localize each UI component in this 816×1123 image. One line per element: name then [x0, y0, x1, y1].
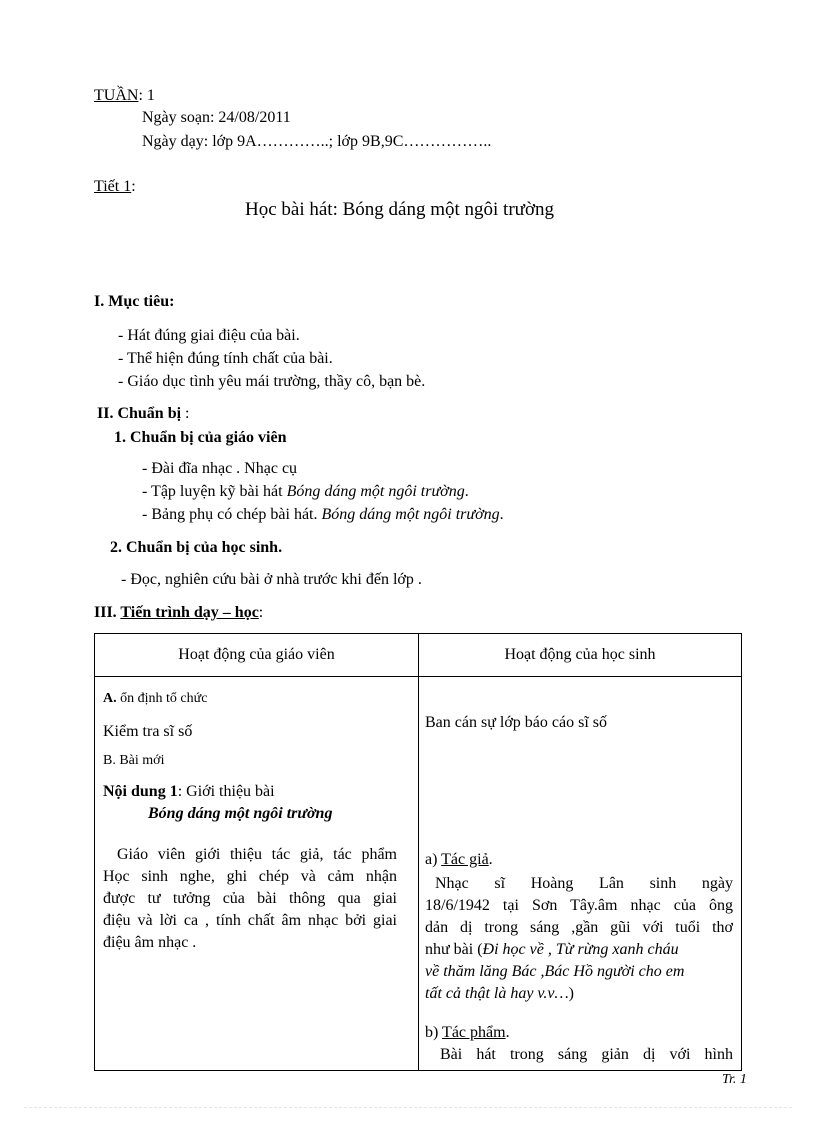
- content-label: Nội dung 1: [103, 783, 178, 800]
- content-text: : Giới thiệu bài: [177, 783, 275, 800]
- organize-step: [103, 691, 207, 708]
- lesson-title: Học bài hát: Bóng dáng một ngôi trường: [245, 199, 555, 220]
- column-header-teacher: Hoạt động của giáo viên: [178, 646, 335, 664]
- week-value: : 1: [138, 87, 155, 104]
- teacher-prep-item-text: - Bảng phụ có chép bài hát.: [142, 506, 322, 523]
- process-heading: [94, 603, 263, 622]
- process-heading-suffix: :: [258, 604, 264, 621]
- organize-step-label: A.: [103, 691, 117, 706]
- work-label: Tác phẩm: [442, 1024, 506, 1041]
- process-heading-text: Tiến trình dạy – học: [120, 604, 259, 621]
- teacher-prep-item: [142, 505, 504, 524]
- attendance-check: Kiểm tra sĩ số: [103, 723, 193, 740]
- author-bio-line: 18/6/1942 tại Sơn Tây.âm nhạc của ông: [425, 897, 733, 914]
- teacher-intro-line: được tư tưởng của bài thông qua giai: [103, 890, 397, 907]
- work-description-line: Bài hát trong sáng giản dị với hình: [440, 1046, 733, 1063]
- teacher-prep-item-song: Bóng dáng một ngôi trường: [286, 483, 465, 500]
- teacher-intro-line: điệu âm nhạc .: [103, 934, 197, 951]
- preparation-heading-suffix: :: [181, 405, 190, 422]
- column-divider: [418, 634, 419, 1070]
- author-bio-line: Nhạc sĩ Hoàng Lân sinh ngày: [435, 875, 733, 892]
- work-heading: b) Tác phẩm.: [425, 1024, 510, 1041]
- class-report: Ban cán sự lớp báo cáo sĩ số: [425, 714, 607, 731]
- period-suffix: :: [131, 178, 136, 195]
- content-heading: [103, 782, 275, 801]
- process-heading-prefix: III.: [94, 604, 121, 621]
- teacher-prep-item-tail: .: [464, 483, 469, 500]
- teacher-prep-item-text: - Tập luyện kỹ bài hát: [142, 483, 287, 500]
- teacher-intro-line: điệu và lời ca , tính chất âm nhạc bởi giai: [103, 912, 397, 929]
- song-title: Bóng dáng một ngôi trường: [148, 805, 333, 822]
- activities-table: [94, 633, 742, 1071]
- period-line: [94, 177, 136, 196]
- period-label: Tiết 1: [94, 178, 132, 195]
- author-works-line: về thăm lăng Bác ,Bác Hồ người cho em: [425, 963, 685, 980]
- teacher-prep-item-song: Bóng dáng một ngôi trường: [321, 506, 500, 523]
- preparation-heading-text: II. Chuẩn bị: [97, 405, 182, 422]
- teacher-intro-line: Giáo viên giới thiệu tác giả, tác phẩm: [117, 846, 397, 863]
- author-works-line: như bài (Đi học về , Từ rừng xanh cháu: [425, 941, 679, 958]
- header-divider: [95, 676, 741, 677]
- teacher-prep-item: [142, 482, 469, 501]
- student-prep-heading: 2. Chuẩn bị của học sinh.: [110, 539, 283, 556]
- organize-step-text: ổn định tổ chức: [116, 691, 208, 706]
- works-title: Đi học về , Từ rừng xanh cháu: [482, 941, 679, 958]
- author-heading: a) Tác giả.: [425, 851, 493, 868]
- new-lesson-step: B. Bài mới: [103, 753, 165, 768]
- week-line: [94, 86, 155, 105]
- page-number: Tr. 1: [722, 1072, 747, 1087]
- objective-item: - Giáo dục tình yêu mái trường, thầy cô, bạn bè.: [118, 373, 426, 390]
- teacher-prep-heading: 1. Chuẩn bị của giáo viên: [114, 429, 287, 446]
- author-works-line: tất cả thật là hay v.v…): [425, 985, 574, 1002]
- teacher-intro-line: Học sinh nghe, ghi chép và cảm nhận: [103, 868, 397, 885]
- page-bottom-rule: [24, 1107, 792, 1108]
- objectives-heading: I. Mục tiêu:: [94, 293, 175, 310]
- objective-item: - Thể hiện đúng tính chất của bài.: [118, 350, 333, 367]
- student-prep-item: - Đọc, nghiên cứu bài ở nhà trước khi đến lớp .: [121, 571, 422, 588]
- author-label: Tác giả: [441, 851, 489, 868]
- preparation-heading: [97, 404, 190, 423]
- teacher-prep-item: - Đài đĩa nhạc . Nhạc cụ: [142, 460, 298, 477]
- objective-item: - Hát đúng giai điệu của bài.: [118, 327, 300, 344]
- prep-date: Ngày soạn: 24/08/2011: [142, 109, 291, 126]
- week-label: TUẦN: [94, 87, 139, 104]
- teach-date: Ngày dạy: lớp 9A…………..; lớp 9B,9C……………..: [142, 133, 492, 150]
- teacher-prep-item-tail: .: [499, 506, 504, 523]
- column-header-student: Hoạt động của học sinh: [504, 646, 656, 664]
- author-bio-line: dản dị trong sáng ,gần gũi với tuổi thơ: [425, 919, 733, 936]
